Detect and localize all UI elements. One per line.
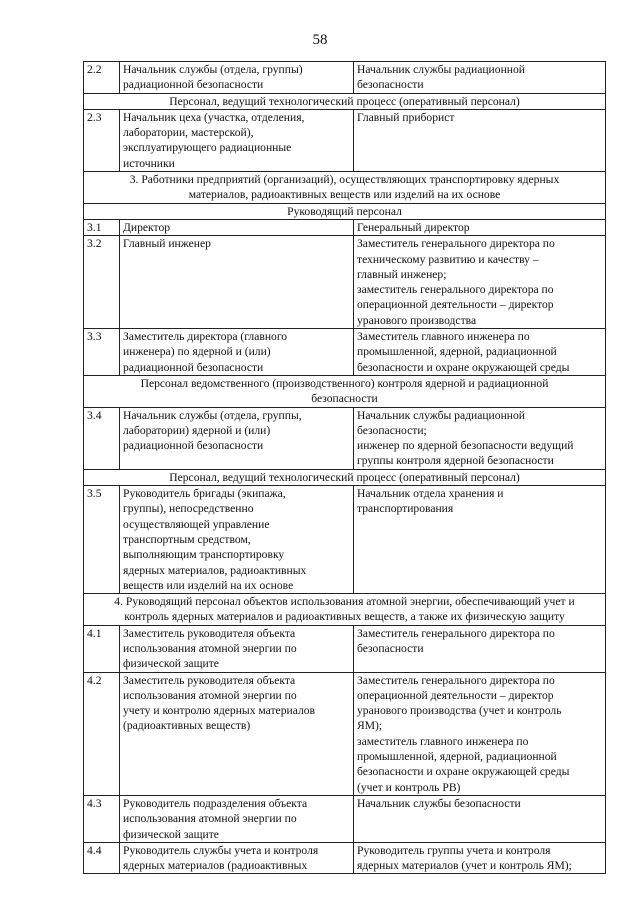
item-number: 4.4 [84, 842, 120, 874]
section-heading: 3. Работники предприятий (организаций), осуществляющих транспортировку ядерных материалов, радиоактивных веществ или изделий на их основе [84, 172, 606, 204]
equivalent-position: Заместитель главного инженера по промышленной, ядерной, радиационной безопасности и охране окружающей среды [354, 329, 606, 376]
position-title: Заместитель руководителя объекта использования атомной энергии по учету и контролю ядерных материалов (радиоактивных веществ) [120, 672, 354, 795]
item-number: 4.1 [84, 625, 120, 672]
table-row [84, 407, 606, 469]
equivalent-position: Заместитель генерального директора по безопасности [354, 625, 606, 672]
equivalent-position: Начальник отдела хранения и транспортирования [354, 486, 606, 594]
section-header-row [84, 93, 606, 109]
item-number: 2.2 [84, 62, 120, 94]
table-row [84, 625, 606, 672]
table-row [84, 486, 606, 594]
equivalent-position: Начальник службы радиационной безопасности; инженер по ядерной безопасности ведущий группы контроля ядерной безопасности [354, 407, 606, 469]
position-title: Начальник службы (отдела, группы, лаборатории) ядерной и (или) радиационной безопасности [120, 407, 354, 469]
equivalent-position: Генеральный директор [354, 219, 606, 235]
equivalent-position: Руководитель группы учета и контроля ядерных материалов (учет и контроль ЯМ); [354, 842, 606, 874]
section-heading: Персонал, ведущий технологический процесс (оперативный персонал) [84, 93, 606, 109]
table-row [84, 236, 606, 329]
table-row [84, 795, 606, 842]
item-number: 4.3 [84, 795, 120, 842]
table-row [84, 109, 606, 171]
section-header-row [84, 172, 606, 204]
position-title: Начальник цеха (участка, отделения, лаборатории, мастерской), эксплуатирующего радиационные источники [120, 109, 354, 171]
section-heading: Руководящий персонал [84, 203, 606, 219]
section-header-row [84, 203, 606, 219]
position-title: Руководитель бригады (экипажа, группы), непосредственно осуществляющей управление транспортным средством, выполняющим транспортировку ядерных материалов, радиоактивных веществ или изделий на их основе [120, 486, 354, 594]
table-row [84, 62, 606, 94]
table-row [84, 842, 606, 874]
position-title: Заместитель директора (главного инженера) по ядерной и (или) радиационной безопасности [120, 329, 354, 376]
position-title: Руководитель подразделения объекта использования атомной энергии по физической защите [120, 795, 354, 842]
section-heading: Персонал, ведущий технологический процесс (оперативный персонал) [84, 469, 606, 485]
item-number: 3.3 [84, 329, 120, 376]
section-header-row [84, 594, 606, 626]
equivalent-position: Начальник службы радиационной безопасности [354, 62, 606, 94]
equivalent-position: Начальник службы безопасности [354, 795, 606, 842]
position-title: Руководитель службы учета и контроля ядерных материалов (радиоактивных [120, 842, 354, 874]
equivalent-position: Заместитель генерального директора по техническому развитию и качеству – главный инженер; заместитель генерального директора по операционной деятельности – директор уранового производства [354, 236, 606, 329]
position-title: Заместитель руководителя объекта использования атомной энергии по физической защите [120, 625, 354, 672]
table-row [84, 329, 606, 376]
item-number: 3.2 [84, 236, 120, 329]
personnel-table [83, 61, 606, 874]
position-title: Главный инженер [120, 236, 354, 329]
item-number: 4.2 [84, 672, 120, 795]
section-heading: 4. Руководящий персонал объектов использования атомной энергии, обеспечивающий учет и контроль ядерных материалов и радиоактивных веществ, а также их физическую защиту [84, 594, 606, 626]
equivalent-position: Заместитель генерального директора по операционной деятельности – директор уранового производства (учет и контроль ЯМ); заместитель главного инженера по промышленной, ядерной, радиационной безопасности и охране окружающей среды (учет и контроль РВ) [354, 672, 606, 795]
position-title: Начальник службы (отдела, группы) радиационной безопасности [120, 62, 354, 94]
section-header-row [84, 469, 606, 485]
section-header-row [84, 375, 606, 407]
table-row [84, 219, 606, 235]
item-number: 3.5 [84, 486, 120, 594]
page-number: 58 [312, 32, 328, 48]
item-number: 3.4 [84, 407, 120, 469]
section-heading: Персонал ведомственного (производственного) контроля ядерной и радиационной безопасности [84, 375, 606, 407]
item-number: 3.1 [84, 219, 120, 235]
equivalent-position: Главный приборист [354, 109, 606, 171]
position-title: Директор [120, 219, 354, 235]
table-row [84, 672, 606, 795]
item-number: 2.3 [84, 109, 120, 171]
